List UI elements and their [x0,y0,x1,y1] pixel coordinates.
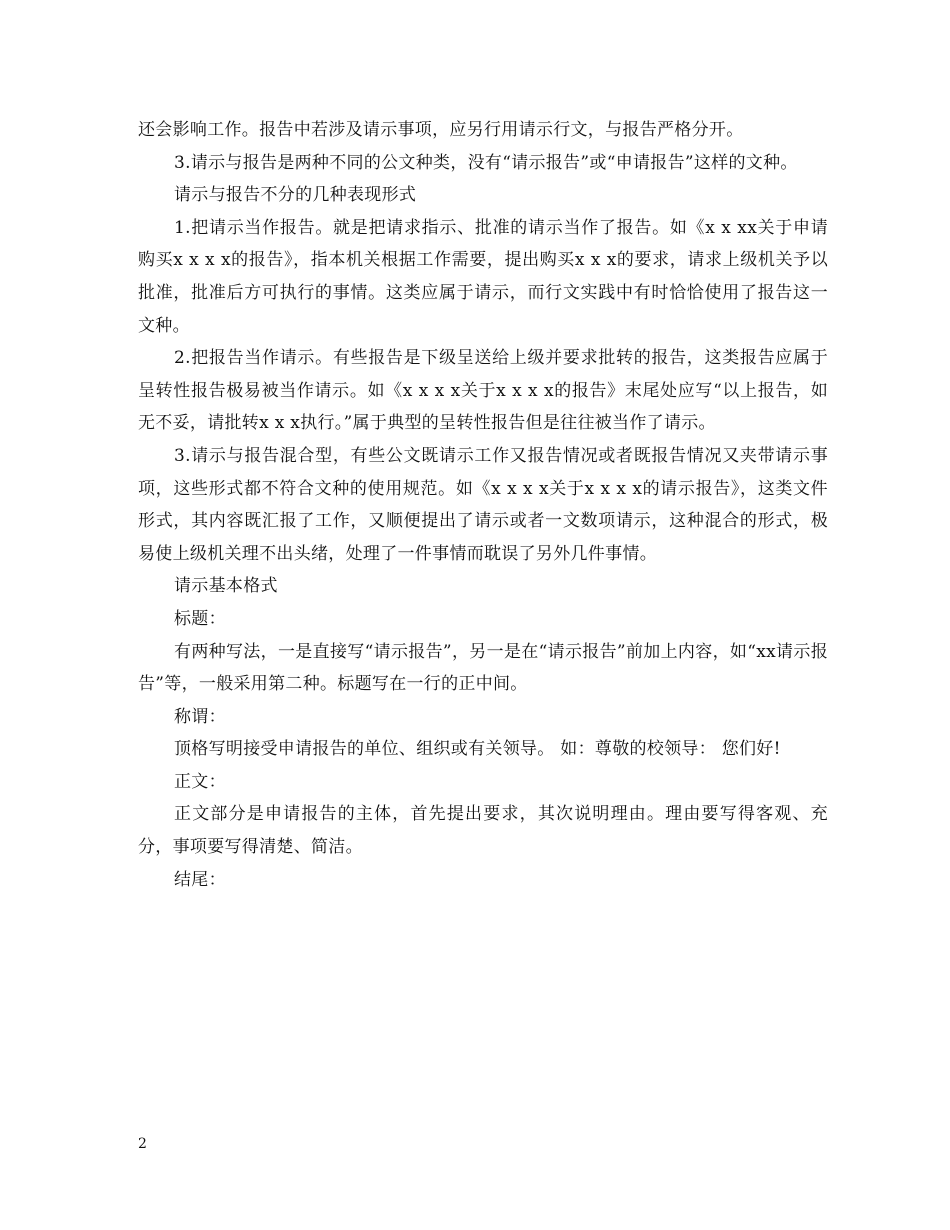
label-ending: 结尾： [174,869,226,890]
label-title: 标题： [174,608,226,629]
paragraph-salutation-rules: 顶格写明接受申请报告的单位、组织或有关领导。 如：尊敬的校领导： 您们好! [174,739,781,760]
paragraph-title-rules: 有两种写法，一是直接写“请示报告”，另一是在“请示报告”前加上内容，如“xx请示报告”等，一般采用第二种。标题写在一行的正中间。 [138,641,828,695]
paragraph-body-rules: 正文部分是申请报告的主体，首先提出要求，其次说明理由。理由要写得客观、充分，事项要写得清楚、简洁。 [138,804,828,858]
page-number: 2 [138,1136,147,1152]
section-heading-format: 请示基本格式 [174,576,278,597]
paragraph-point-3-doc-types: 3.请示与报告是两种不同的公文种类，没有“请示报告”或“申请报告”这样的文种。 [174,152,798,173]
paragraph-form-3: 3.请示与报告混合型，有些公文既请示工作又报告情况或者既报告情况又夹带请示事项，这些形式都不符合文种的使用规范。如《x x x x关于x x x x的请示报告》，这类文件形式，其内容既汇报了工作，又顺便提出了请示或者一文数项请示，这种混合的形式，极易使上级机关理不出头绪，处理了一件事情而耽误了另外几件事情。 [138,445,828,564]
paragraph-form-1: 1.把请示当作报告。就是把请求指示、批准的请示当作了报告。如《x x xx关于申请购买x x x x的报告》，指本机关根据工作需要，提出购买x x x的要求，请求上级机关予以批准，批准后方可执行的事情。这类应属于请示，而行文实践中有时恰恰使用了报告这一文种。 [138,217,828,336]
paragraph-continuation: 还会影响工作。报告中若涉及请示事项，应另行用请示行文，与报告严格分开。 [138,120,744,140]
label-body: 正文： [174,771,226,792]
document-body [138,114,828,896]
section-heading-forms: 请示与报告不分的几种表现形式 [174,185,417,206]
paragraph-form-2: 2.把报告当作请示。有些报告是下级呈送给上级并要求批转的报告，这类报告应属于呈转性报告极易被当作请示。如《x x x x关于x x x x的报告》末尾处应写“以上报告，如无不妥，请批转x x x执行。”属于典型的呈转性报告但是往往被当作了请示。 [138,348,828,434]
label-salutation: 称谓： [174,706,226,727]
